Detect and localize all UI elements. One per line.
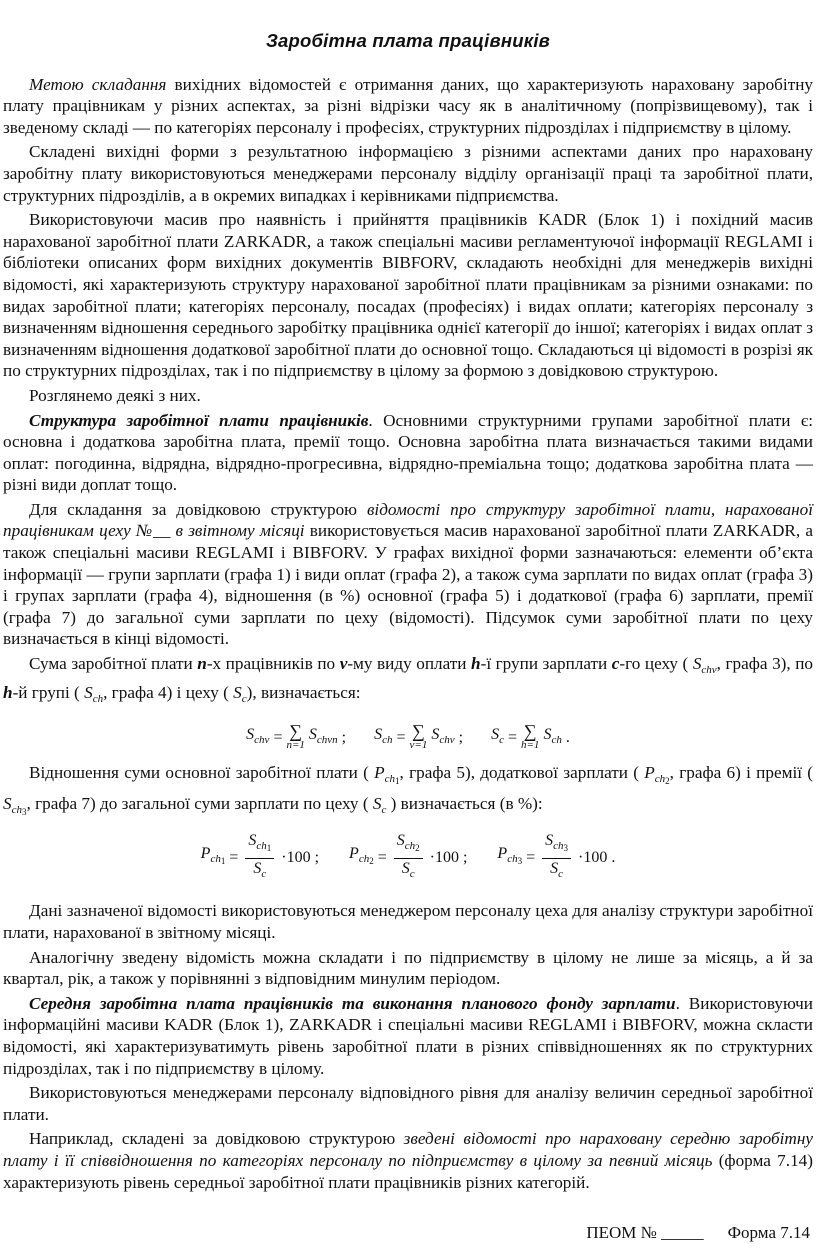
sym-p-ch1: $P_{ch1}$	[374, 763, 400, 787]
sym-h: h	[471, 654, 481, 674]
page-footer	[586, 1222, 810, 1244]
sym-n: n	[197, 654, 207, 674]
compile-text-a: Для складання за довідковою структурою	[29, 499, 367, 519]
ratio-text-a: Відношення суми основної заробітної плати (	[29, 763, 369, 783]
page-title: Заробітна плата працівників	[265, 30, 551, 51]
average-text: . Використовуючи інформаційні масиви KADR (Блок 1), ZARKADR і спеціальні масиви REGLAMI і BIBFORV, можна скласти відомості, які характеризуватимуть рівень заробітної плати в різних співвідношеннях як по структурних підрозділах, так і по підприємству в цілому.	[3, 993, 813, 1078]
footer-pc-number: ПЕОМ № _____	[586, 1223, 704, 1242]
formula-p-ch3: $P_{ch3}$ = $\frac{S_{ch3}}{S_c}$ ·100 .	[497, 832, 616, 881]
paragraph-average	[3, 993, 813, 1079]
paragraph-sum	[3, 653, 813, 710]
structure-text: . Основними структурними групами заробітної плати є: основна і додаткова заробітна плата, премії тощо. Основна заробітна плата визначається такими видами оплат: погодинна, відрядна, відрядно-прогресивна, відрядно-преміальна тощо; додаткова заробітна плата — різні види доплат тощо.	[3, 410, 814, 495]
sum-text-i: , графа 4) і цеху (	[103, 682, 229, 702]
sym-v: v	[339, 654, 348, 674]
paragraph-arrays: Використовуючи масив про наявність і прийняття працівників KADR (Блок 1) і похідний масив нарахованої заробітної плати ZARKADR, а також спеціальні масиви регламентуючої інформації REGLAMI і бібліотеки описаних форм вихідних документів BIBFORV, складають необхідні для менеджерів вихідні відомості, які характеризують структуру нарахованої заробітної плати працівникам за різними ознаками: по видах заробітної плати; категоріях персоналу, посадах (професіях) і видах оплати; категоріях персоналу з визначенням відношення середнього заробітку працівника однієї категорії до іншої; категоріях і видах оплат з визначенням відношення додаткової заробітної плати до основної тощо. Складаються ці відомості в розрізі як по структурних підрозділах, так і по підприємству в цілому за формою з довідковою структурою.	[3, 210, 813, 381]
example-text-a: Наприклад, складені за довідковою структурою	[29, 1129, 404, 1149]
ratio-text-c: , графа 6) і премії (	[669, 763, 814, 783]
sum-text-j: ), визначається:	[246, 682, 361, 702]
paragraph-similar: Аналогічну зведену відомість можна складати і по підприємству в цілому не лише за місяць, а й за квартал, рік, а також у порівнянні з відповідним минулим періодом.	[3, 947, 813, 989]
sum-text-g: -й групі (	[12, 682, 80, 702]
sym-s-ch3: $S_{ch3}$	[3, 793, 27, 817]
paragraph-example	[3, 1128, 813, 1193]
sym-p-ch2: $P_{ch2}$	[644, 763, 670, 787]
sum-text-b: -х працівників по	[206, 654, 340, 674]
paragraph-ratio	[3, 762, 813, 823]
paragraph-purpose	[3, 74, 813, 139]
average-heading: Середня заробітна плата працівників та виконання планового фонду зарплати	[29, 993, 676, 1013]
formula-s-ch: $S_{ch}$ = ∑ v=1 $S_{chv}$ ;	[374, 721, 464, 752]
compile-text-b: використовується масив нарахованої заробітної плати ZARKADR, а також спеціальні масиви REGLAMI і BIBFORV. У графах вихідної форми зазначаються: елементи об’єкта інформації — групи зарплати (графа 1) і види оплат (графа 2), а також сума зарплати по видах оплат (графа 3) і групах зарплати (графа 4), відношення (в %) основної (графа 5) і додаткової (графа 6) зарплати, премії (графа 7) до загальної суми зарплати по цеху (відомості). Підсумок суми заробітної плати по цеху визначається в кінці відомості.	[3, 521, 813, 649]
ratio-text-b: , графа 5), додаткової зарплати (	[399, 763, 639, 783]
sym-s-ch: $S_{ch}$	[84, 682, 104, 705]
paragraph-managers: Використовуються менеджерами персоналу відповідного рівня для аналізу величин середньої заробітної плати.	[3, 1083, 813, 1124]
purpose-lead: Метою складання	[29, 74, 167, 94]
paragraph-forms: Складені вихідні форми з результатною інформацією з різними аспектами даних про нараховану заробітну плату використовуються менеджерами персоналу відділу організації праці та заробітної плати, структурних підрозділів, а в окремих випадках і керівниками підприємства.	[3, 142, 813, 205]
sym-h-2: h	[3, 682, 13, 702]
sum-text-c: -му виду оплати	[347, 654, 472, 674]
structure-heading: Структура заробітної плати працівників	[29, 410, 369, 430]
paragraph-structure	[3, 410, 813, 496]
formula-p-ch2: $P_{ch2}$ = $\frac{S_{ch2}}{S_c}$ ·100 ;	[349, 832, 468, 881]
sum-text-d: -ї групи зарплати	[480, 654, 612, 674]
sum-text-e: -го цеху (	[619, 654, 689, 674]
sum-formula	[3, 721, 813, 752]
paragraph-usage: Дані зазначеної відомості використовуються менеджером персоналу цеха для аналізу структури заробітної плати, нарахованої в звітному місяці.	[3, 901, 813, 942]
purpose-text: вихідних відомостей є отримання даних, що характеризують нараховану заробітну плату працівникам у різних аспектах, за різні відрізки часу як в аналітичному (попрізвищевому), так і зведеному складі — по категоріях персоналу і професіях, структурних підрозділах і підприємству в цілому.	[3, 74, 813, 137]
sym-s-chv: $S_{chv}$	[692, 654, 717, 677]
ratio-text-e: ) визначається (в %):	[390, 793, 543, 813]
sym-s-c-2: $S_c$	[372, 793, 387, 816]
ratio-formula	[3, 831, 813, 884]
compile-italic: відомості про структуру заробітної плати, нарахованої працівникам цеху №__ в звітному місяці	[3, 499, 813, 541]
sym-s-c: $S_c$	[233, 682, 247, 705]
footer-form-number: Форма 7.14	[727, 1223, 810, 1242]
paragraph-compile	[3, 499, 813, 650]
formula-s-c: $S_c$ = ∑ h=1 $S_{ch}$ .	[491, 721, 570, 752]
formula-s-chv: $S_{chv}$ = ∑ n=1 $S_{chvn}$ ;	[246, 721, 347, 752]
example-text-b: (форма 7.14) характеризують рівень середньої заробітної плати працівників різних категорій.	[3, 1150, 813, 1192]
ratio-text-d: , графа 7) до загальної суми зарплати по цеху (	[26, 793, 369, 813]
paragraph-consider: Розглянемо деякі з них.	[29, 385, 201, 405]
sum-text-a: Сума заробітної плати	[29, 654, 198, 674]
example-italic: зведені відомості про нараховану середню заробітну плату і її співвідношення по категоріях персоналу по підприємству в цілому за певний місяць	[3, 1129, 813, 1170]
sum-text-f: , графа 3), по	[716, 654, 814, 674]
formula-p-ch1: $P_{ch1}$ = $\frac{S_{ch1}}{S_c}$ ·100 ;	[200, 832, 320, 881]
sym-c: c	[611, 654, 620, 674]
